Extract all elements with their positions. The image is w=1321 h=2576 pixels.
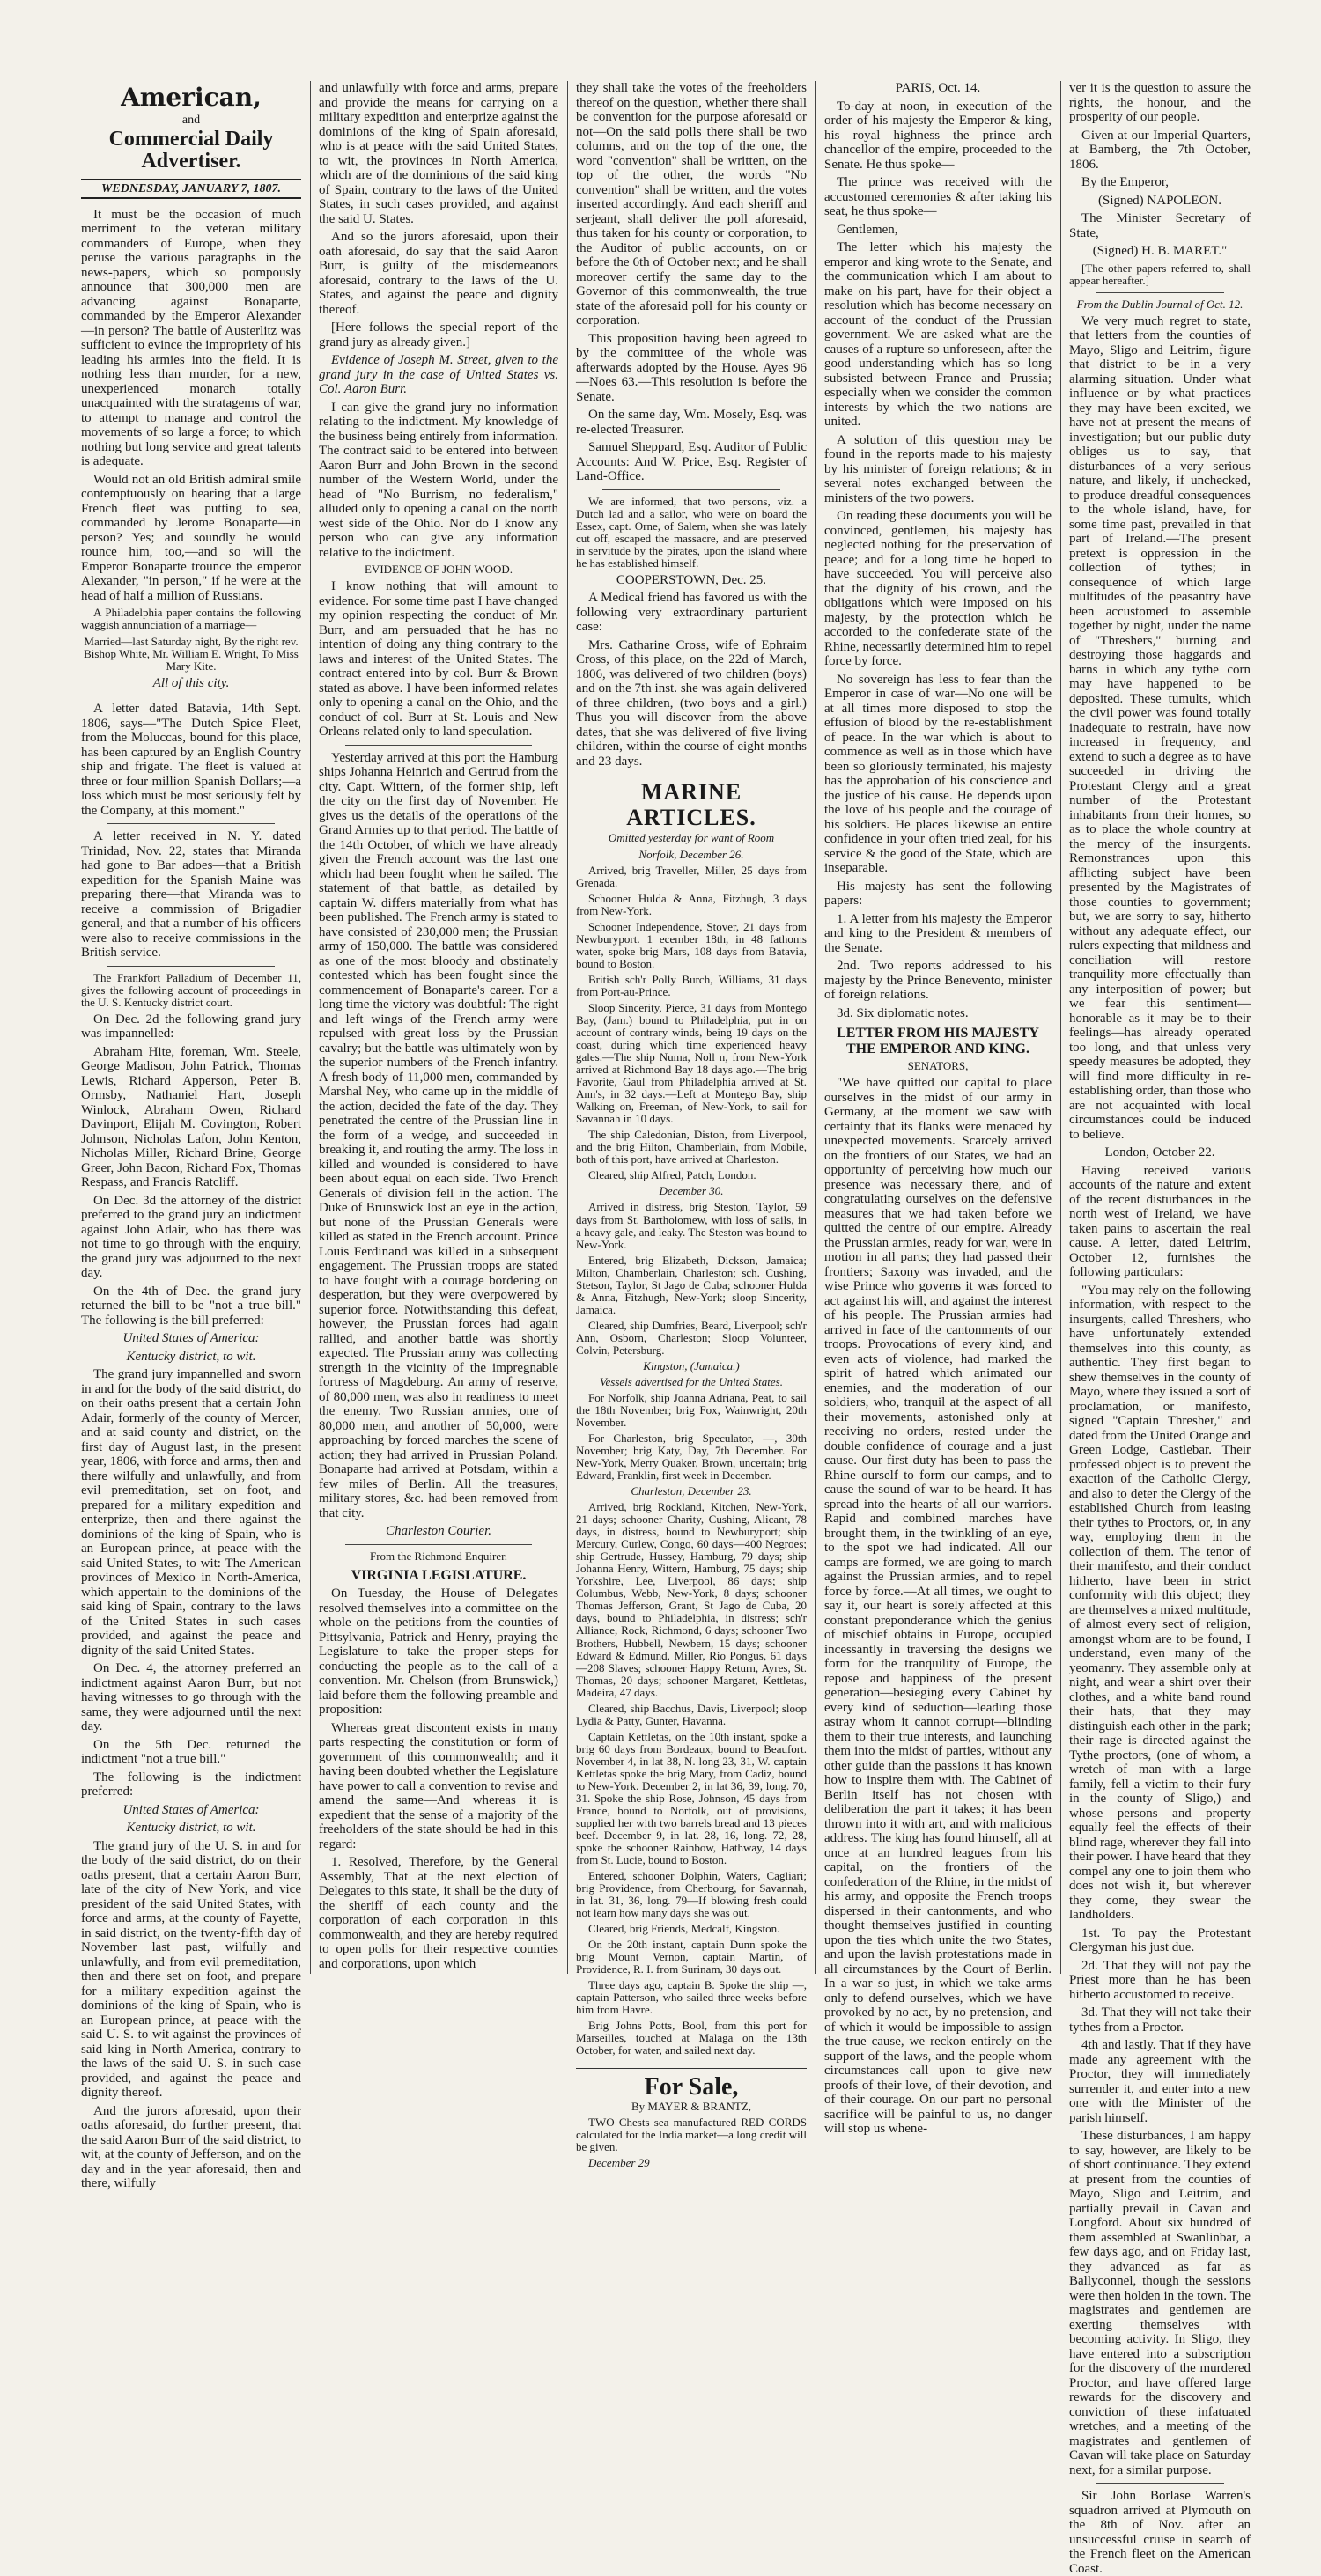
article-dateline: PARIS, Oct. 14. [895, 81, 981, 95]
marine-dateline: December 30. [659, 1184, 724, 1198]
article-credit: Charleston Courier. [385, 1524, 491, 1539]
column-rule [1060, 81, 1061, 1974]
article-paragraph: And the jurors aforesaid, upon their oaths aforesaid, do further present, that the said Aaron Burr of the said district, to wit, at the county of Jefferson, and on the day and in the year aforesaid, then and there, wilfully [81, 2103, 301, 2191]
article-headline: LETTER FROM HIS MAJESTY THE EMPEROR AND KING. [837, 1026, 1039, 1056]
article-paragraph: And so the jurors aforesaid, upon their oath aforesaid, do say that the said Aaron Burr, is guilty of the misdemeanors aforesaid, contrary to the laws of the U. States, and against the peace and dignity thereof. [319, 230, 558, 317]
article-paragraph: On the 4th of Dec. the grand jury returned the bill to be "not a true bill." The following is the bill preferred: [81, 1284, 301, 1328]
salutation: SENATORS, [907, 1059, 969, 1073]
article-paragraph: 1st. To pay the Protestant Clergyman his just due. [1069, 1925, 1251, 1955]
column-5 [1069, 81, 1251, 2576]
article-paragraph: Samuel Sheppard, Esq. Auditor of Public Accounts: And W. Price, Esq. Register of Land-Office. [576, 440, 807, 483]
article-paragraph: A letter dated Batavia, 14th Sept. 1806, says—"The Dutch Spice Fleet, from the Moluccas, bound for this place, has been captured by an English Country ship and frigate. The fleet is valued at three or four million Spanish Dollars;—a loss which must be most seriously felt by the Company, at this moment." [81, 702, 301, 818]
column-2 [319, 81, 558, 1974]
marine-item: Cleared, ship Dumfries, Beard, Liverpool; sch'r Ann, Osborn, Charleston; Sloop Volunteer, Colvin, Petersburg. [576, 1318, 807, 1357]
marine-item: Cleared, ship Bacchus, Davis, Liverpool; sloop Lydia & Patty, Gunter, Havanna. [576, 1701, 807, 1727]
article-paragraph: Gentlemen, [837, 222, 898, 237]
marine-item: For Charleston, brig Speculator, —, 30th November; brig Katy, Day, 7th December. For New-York, Merry Quaker, Brown, uncertain; brig Edward, Franklin, first week in December. [576, 1432, 807, 1483]
article-paragraph: Abraham Hite, foreman, Wm. Steele, George Madison, John Patrick, Thomas Lewis, Richard Apperson, Peter B. Ormsby, Nathaniel Hart, Joseph Winlock, Abraham Owen, Richard Davinport, Elijah M. Covington, Robert Johnson, Nicholas Lafon, John Kenton, Nicholas Miller, Richard Brine, George Greer, John Bacon, Richard Fox, Thomas Respass, and Francis Ratcliff. [81, 1044, 301, 1190]
article-paragraph: they shall take the votes of the freeholders thereof on the question, whether there shall be convention for the purpose aforesaid or not—On the said polls there shall be two columns, and on the top of the one, the word "convention" shall be written, on the top of the other, the words "No convention" shall be written, and the votes inserted accordingly. And each sheriff and serjeant, shall deliver the poll aforesaid, thus taken for his county or corporation, to the Auditor of public accounts, on or before the 6th of October next; and he shall moreover certify the same day to the Governor of this commonwealth, the true state of the aforesaid poll for his county or corporation. [576, 81, 807, 328]
article-paragraph: We are informed, that two persons, viz. a Dutch lad and a sailor, who were on board the Essex, capt. Orne, of Salem, when she was lately cut off, escaped the massacre, and are preserved in servitude by the pirates, upon the island where he has established himself. [576, 494, 807, 570]
article-paragraph: The Frankfort Palladium of December 11, gives the following account of proceedings in the U. S. Kentucky district court. [81, 970, 301, 1009]
article-paragraph: "You may rely on the following information, with respect to the insurgents, called Threshers, who have unfortunately extended themselves into this county, as authentic. They first began to shew themselves in the county of Mayo, where they issued a sort of proclamation, or manifesto, signed "Captain Thresher," and dated from the United Orange and Green Lodge, Castlebar. Their professed object is to prevent the exaction of the Catholic Clergy, and also to deter the Clergy of the established Church from leasing their tythes to Proctors, or, in any way, employing them in the collection of them. The tenor of their manifesto, and their conduct hitherto, have been in strict conformity with this object; they are themselves a mixed multitude, of almost every sect of religion, amongst whom are to be found, I understand, even many of the yeomanry. They assemble only at night, and wear a shirt over their clothes, and a white band round their hats, that they may distinguish each other in the park; their rage is directed against the Tythe proctors, (one of whom, a wretch of man with a large family, fell a victim to their fury in the county of Sligo,) and whose persons and property equally feel the effects of their blind rage, wherever they fall into their power. I have heard that they compel any one to join them who does not wish it, but wherever they come, they swear the landholders. [1069, 1283, 1251, 1923]
divider [1096, 292, 1224, 293]
article-paragraph: A letter received in N. Y. dated Trinidad, Nov. 22, states that Miranda had gone to Bar adoes—that a British expedition for the Spanish Maine was preparing there—that Miranda was to receive a commission of Brigadier general, and that a number of his officers were also to receive commissions in the British service. [81, 829, 301, 960]
article-paragraph: His majesty has sent the following papers: [824, 879, 1052, 908]
divider [107, 823, 275, 824]
newspaper-page [81, 81, 1251, 2576]
marine-item: Schooner Independence, Stover, 21 days from Newburyport. 1 ecember 18th, in 48 fathoms water, spoke brig Mars, 108 days from Batavia, bound to Boston. [576, 919, 807, 970]
marine-articles-headline: MARINE ARTICLES. [576, 776, 807, 830]
article-paragraph: On Dec. 2d the following grand jury was impannelled: [81, 1012, 301, 1041]
marine-item: On the 20th instant, captain Dunn spoke the brig Mount Vernon, captain Martin, of Providence, R. I. from Surinam, 30 days out. [576, 1938, 807, 1976]
article-paragraph: On Dec. 4, the attorney preferred an indictment against Aaron Burr, but not having witnesses to go through with the same, they were adjourned until the next day. [81, 1661, 301, 1734]
article-paragraph: On the same day, Wm. Mosely, Esq. was re-elected Treasurer. [576, 408, 807, 437]
article-paragraph: Yesterday arrived at this port the Hamburg ships Johanna Heinrich and Gertrud from the city. Capt. Wittern, of the former ship, left the city on the first day of November. He gives us the details of the operations of the Grand Armies up to that period. The battle of the 14th October, of which we have already given the French account was the last one which had been fought when he sailed. The statement of that battle, as detailed by captain W. differs materially from what has been published. The French army is stated to have consisted of 230,000 men; the Prussian army of 150,000. The battle was considered as one of the most bloody and obstinately contested which has been fought since the commencement of Bonaparte's career. For a long time the victory was doubtful: The right and left wings of the French army were repulsed with great loss by the Prussian cavalry; but the battle was ultimately won by the superior numbers of the French infantry. A fresh body of 11,000 men, commanded by Marshal Ney, who came up in the middle of the action, decided the fate of the day. They penetrated the centre of the Prussian line in the form of a wedge, and succeeded in breaking it, and routing the army. The loss in killed and wounded is considered to have been about equal on each side. Two French Generals of division fell in the action. The Duke of Brunswick lost an eye in the action, but none of the Prussian Generals were killed as stated in the French account. Prince Louis Ferdinand was killed in a subsequent engagement. The Prussian troops are stated to have fought with a courage bordering on desperation, but they were overpowered by superior force. Notwithstanding this defeat, however, the Prussian forces had again rallied, and another battle was shortly expected. The Prussian army was collecting strength in the vicinity of the impregnable fortress of Magdeburg. An army of reserve, of 80,000 men, was also in readiness to meet the enemy. Two Russian armies, one of 80,000 men, and another of 50,000, were approaching by forced marches the scene of action; they had arrived in Prussian Poland. Bonaparte had arrived at Potsdam, within a few miles of Berlin. All the treasures, military stores, &c. had been removed from that city. [319, 750, 558, 1520]
article-paragraph: I can give the grand jury no information relating to the indictment. My knowledge of the business being entirely from information. The contract said to be entered into between Aaron Burr and John Brown in the second number of the Western World, under the head of "No Burrism, no federalism," alluded only to opening a canal on the north west side of the Ohio. Nor do I know any person who can give any information relative to the indictment. [319, 400, 558, 560]
marine-item: The ship Caledonian, Diston, from Liverpool, and the brig Hilton, Chamberlain, from Mobile, both of this port, have arrived at Charleston. [576, 1128, 807, 1167]
article-paragraph: I know nothing that will amount to evidence. For some time past I have changed my opinion respecting the conduct of Mr. Burr, and am persuaded that he has no intention of doing any thing contrary to the laws and interest of the United States. The contract entered into by col. Burr & Brown stated as above. I have been informed relates only to opening a canal on the Ohio, and the conduct of col. Burr at St. Louis and New Orleans related only to land speculation. [319, 579, 558, 740]
article-paragraph: No sovereign has less to fear than the Emperor in case of war—No one will be at all times more disposed to stop the effusion of blood by the re-establishment of peace. In the war which is about to commence as well as in those which have been so gloriously terminated, his majesty has the approbation of his conscience and the justice of his cause. He depends upon the love of his people and the courage of his soldiers. He places likewise an entire confidence in your often tried zeal, for his service & the good of the State, which are inseparable. [824, 672, 1052, 875]
article-paragraph: The Minister Secretary of State, [1069, 211, 1251, 240]
marine-item: Cleared, ship Alfred, Patch, London. [588, 1168, 756, 1182]
marine-item: Entered, schooner Dolphin, Waters, Cagliari; brig Providence, from Cherbourg, for Savannah, in lat. 31, 36, long. 79—If blowing fresh could not learn how many days she was out. [576, 1869, 807, 1920]
article-paragraph: On reading these documents you will be convinced, gentlemen, his majesty has neglected nothing for the preservation of peace; and for a long time he hoped to have succeeded. You will perceive also that the dignity of his crown, and the obligations which were imposed on his majesty, by the protection which he accorded to the confederate state of the Rhine, necessarily determined him to repel force by force. [824, 509, 1052, 668]
marine-dateline: Norfolk, December 26. [638, 847, 744, 861]
divider [345, 1544, 532, 1545]
marine-item: British sch'r Polly Burch, Williams, 31 days from Port-au-Prince. [576, 972, 807, 998]
masthead-subtitle: Commercial Daily Advertiser. [108, 128, 274, 173]
marine-dateline: Charleston, December 23. [631, 1484, 752, 1498]
article-paragraph: 3d. That they will not take their tythes from a Proctor. [1069, 2006, 1251, 2035]
advertiser-name: By MAYER & BRANTZ, [631, 2100, 752, 2114]
article-paragraph: Mrs. Catharine Cross, wife of Ephraim Cross, of this place, on the 22d of March, 1806, was delivered of two children (boys) and on the 7th inst. she was again delivered of three children, (two boys and a girl.) Thus you will discover from the above dates, that she was delivered of five living children, within the course of eight months and 23 days. [576, 637, 807, 769]
dateline: WEDNESDAY, JANUARY 7, 1807. [81, 179, 301, 199]
article-paragraph: Having received various accounts of the nature and extent of the recent disturbances in the north west of Ireland, we have taken pains to ascertain the real cause. A letter, dated Leitrim, October 12, furnishes the following particulars: [1069, 1163, 1251, 1280]
column-1 [81, 81, 301, 2191]
article-paragraph: 1. Resolved, Therefore, by the General Assembly, That at the next election of Delegates to this state, it shall be the duty of the sheriff of each county and the corporation of each corporation in this commonwealth, and they are hereby required to open polls for their respective counties and corporations, upon which [319, 1855, 558, 1971]
marine-item: Cleared, brig Friends, Medcalf, Kingston. [588, 1922, 780, 1936]
signature-line: (Signed) H. B. MARET." [1092, 244, 1228, 258]
article-subhead: Kentucky district, to wit. [126, 1349, 256, 1364]
column-3 [576, 81, 807, 2170]
masthead-and: and [181, 113, 201, 127]
article-subhead: Kentucky district, to wit. [126, 1821, 256, 1836]
marine-item: Arrived, brig Traveller, Miller, 25 days from Grenada. [576, 863, 807, 889]
marine-item: Arrived, brig Rockland, Kitchen, New-York, 21 days; schooner Charity, Cushing, Alicant, 78 days, in distress, bound to Newburyport; ship Mercury, Curlew, Congo, 60 days—400 Negroes; ship Gertrude, Hussey, Hamburg, 79 days; ship Johanna Henry, Wittern, Hamburg, 75 days; ship Yorkshire, Lee, Liverpool, 86 days; ship Columbus, Webb, New-York, 8 days; schooner Thomas Jefferson, Grant, St Jago de Cuba, 20 days, bound to Philadelphia, in distress; sch'r Alliance, Rock, Richmond, 6 days; schooner Two Brothers, Hubbell, Newbern, 15 days; schooner Edward & Edmund, Miller, Rio Pongus, 61 days—208 Slaves; schooner Happy Return, Ayres, St. Thomas, 20 days; schooner Margaret, Kettletas, Madeira, 47 days. [576, 1500, 807, 1699]
marine-item: Arrived in distress, brig Steston, Taylor, 59 days from St. Bartholomew, with loss of sails, in a heavy gale, and leaky. The Steston was bound to New-York. [576, 1200, 807, 1251]
advertisement-text: TWO Chests sea manufactured RED CORDS calculated for the India market—a long credit will be given. [576, 2116, 807, 2154]
article-dateline: London, October 22. [1104, 1145, 1215, 1160]
article-paragraph: 3d. Six diplomatic notes. [837, 1005, 969, 1020]
divider [107, 966, 275, 967]
article-paragraph: Given at our Imperial Quarters, at Bamberg, the 7th October, 1806. [1069, 128, 1251, 172]
article-paragraph: A solution of this question may be found in the reports made to his majesty by his minister of foreign relations; & in several notes exchanged between the ministers of the two powers. [824, 432, 1052, 505]
article-paragraph: 2nd. Two reports addressed to his majesty by the Prince Benevento, minister of foreign relations. [824, 959, 1052, 1002]
article-paragraph: These disturbances, I am happy to say, however, are likely to be of short continuance. They extend at present from the counties of Mayo, Sligo and Leitrim, and partially prevail in Cavan and Longford. About six hundred of them assembled at Swanlinbar, a few days ago, and on Friday last, they advanced as far as Ballyconnel, though the sessions were then holden in the town. The magistrates and gentlemen are exerting themselves with becoming activity. In Sligo, they have entered into a subscription for the discovery of the murdered Proctor, and have offered large rewards for the discovery and conviction of these infatuated wretches, and a meeting of the magistrates and gentlemen of Cavan will take place on Saturday next, for a similar purpose. [1069, 2129, 1251, 2477]
marine-item: Three days ago, captain B. Spoke the ship —, captain Patterson, who sailed three weeks before him from Havre. [576, 1978, 807, 2017]
article-paragraph: 2d. That they will not pay the Priest more than he has been hitherto accustomed to receive. [1069, 1958, 1251, 2002]
article-paragraph: It must be the occasion of much merriment to the veteran military commanders of Europe, when they peruse the various paragraphs in the news-papers, which so pompously announce that 300,000 men are advancing against Bonaparte, commanded by the Emperor Alexander—in person? The battle of Austerlitz was sufficient to evince the impropriety of his leading his armies into the field. It is nothing less than murder, for a new, unexperienced monarch totally unacquainted with the stratagems of war, to attempt to manage and control the movements of so large a force; to which nothing but long service and great talents is adequate. [81, 207, 301, 469]
marine-item: For Norfolk, ship Joanna Adriana, Peat, to sail the 18th November; brig Fox, Wainwright, 20th November. [576, 1390, 807, 1429]
article-paragraph: We very much regret to state, that letters from the counties of Mayo, Sligo and Leitrim, figure that district to be in a very alarming situation. Under what influence or by what practices they may have been excited, we have not at present the means of investigation; but our public duty obliges us to say, that disturbances of a very serious nature, and likely, if unchecked, to produce dreadful consequences to the whole island, have, for some time past, prevailed in that part of Ireland.—The present pretext is oppression in the collection of tythes; in consequence of which large multitudes of the peasantry have been accustomed to assemble together by night, under the name of "Threshers," burning and destroying those haggards and barns in which any tythe corn may have happened to be deposited. These tumults, which the civil power was found totally inadequate to restrain, have now increased in frequency, and extend to such a degree as to have succeeded in driving the Protestant Clergy and a great number of the Protestant inhabitants from their homes, so as to place the whole country at the mercy of the insurgents. Remonstrances upon this afflicting subject have been presented by the Magistrates of those counties to government; but, we are sorry to say, hitherto without any adequate effect, our rulers expecting that mildness and conciliation will restore tranquility more effectually than any interposition of power; but we fear this sentiment—honorable as it may be to their feelings—has already operated too long, and that unless very speedy measures be adopted, they will find more difficulty in re-establishing order, than those who are not acquainted with local circumstances could be induced to believe. [1069, 313, 1251, 1142]
article-paragraph: "We have quitted our capital to place ourselves in the midst of our army in Germany, at the moment we saw with certainty that its flanks were menaced by unexpected movements. Scarcely arrived on the frontiers of our States, we had an opportunity of perceiving how much our presence was necessary there, and of congratulating ourselves on the defensive measures that we had taken before we quitted the centre of our empire. Already the Prussian armies, ready for war, were in motion in all parts; they had passed their frontiers; Saxony was invaded, and the wise Prince who governs it was forced to act against his will, and against the interest of his people. The Prussian armies had arrived in face of the cantonments of our troops. Provocations of every kind, and even acts of violence, had marked the spirit of hatred which animated our enemies, and the moderation of our soldiers, who, tranquil at the aspect of all their movements, astonished only at receiving no orders, rested under the double confidence of courage and a just cause. Our first duty has been to pass the Rhine ourself to form our camps, and to cause the sound of war to be heard. It has spread into the hearts of all our warriors. Rapid and combined marches have brought them, in the twinkling of an eye, to the spot we had indicated. All our camps are formed, we are going to march against the Prussian armies, and to repel force by force.—At all times, we ought to say it, our heart is sorely affected at this constant preponderance which the genius of mischief obtains in Europe, occupied incessantly in traversing the designs we form for the tranquility of Europe, the repose and happiness of the present generation—besieging every Cabinet by every kind of seduction—leading those astray whom it cannot corrupt—blinding them to their true interests, and launching them into the midst of parties, without any other guide than the passions it has known how to inspire them with. The Cabinet of Berlin itself has not chosen with deliberation the part it takes; it has been thrown into it with art, and with malicious address. The king has found himself, all at once at an hundred leagues from his capital, on the frontiers of the confederation of the Rhine, in the midst of his army, and opposite the French troops dispersed in their cantonments, and who thought themselves justified in counting upon the ties which unite the two States, and upon the lavish protestations made in all circumstances by the Court of Berlin. In a war so just, in which we take arms only to defend ourselves, which we have provoked by no act, by no pretension, and of which it would be impossible to assign the true cause, we reckon entirely on the support of the laws, and the people whom circumstances call upon to give new proofs of their love, of their devotion, and of their courage. On our part no personal sacrifice will be painful to us, no danger will stop us whene- [824, 1076, 1052, 2137]
article-paragraph: [Here follows the special report of the grand jury as already given.] [319, 320, 558, 350]
article-subhead: Evidence of Joseph M. Street, given to the grand jury in the case of United States vs. Col. Aaron Burr. [319, 353, 558, 396]
article-paragraph: and unlawfully with force and arms, prepare and provide the means for carrying on a military expedition and enterprize against the dominions of the king of Spain aforesaid, who is at peace with the said United States, to wit, the provinces in North America, which are of the dominions of the said king of Spain, contrary to the laws of the United States, in such cases provided, and against the said U. States. [319, 81, 558, 226]
article-dateline: COOPERSTOWN, Dec. 25. [616, 572, 767, 587]
article-paragraph: A Philadelphia paper contains the following waggish annunciation of a marriage— [81, 606, 301, 632]
divider [1096, 2483, 1224, 2484]
marine-subhead: Vessels advertised for the United States. [600, 1374, 783, 1388]
article-subhead: EVIDENCE OF JOHN WOOD. [364, 563, 513, 576]
article-paragraph: The grand jury of the U. S. in and for the body of the said district, do on their oaths present, that a certain Aaron Burr, late of the city of New York, and vice president of the said United States, with force and arms, at the county of Fayette, in said district, on the twenty-fifth day of November last past, wilfully and unlawfully, and from evil premeditation, then and there set on foot, and prepare for a military expedition against the dominions of the king of Spain, who is an European prince, at peace with the said U. S. to wit against the provinces of said king in North America, contrary to the laws of the said U. S. in such case provided, and against the peace and dignity thereof. [81, 1838, 301, 2101]
divider [345, 745, 532, 746]
masthead-title: American, [121, 83, 262, 112]
marriage-notice: Married—last Saturday night, By the right rev. Bishop White, Mr. William E. Wright, To Miss Mary Kite. [84, 634, 299, 673]
marine-item: Schooner Hulda & Anna, Fitzhugh, 3 days from New-York. [576, 891, 807, 917]
marine-item: Entered, brig Elizabeth, Dickson, Jamaica; Milton, Chamberlain, Charleston; sch. Cushing, Stetson, Taylor, St Jago de Cuba; schooner Hulda & Anna, Fitzhugh, New-York; sloop Sincerity, Jamaica. [576, 1253, 807, 1316]
column-4 [824, 81, 1052, 2137]
article-subhead: United States of America: [122, 1802, 260, 1817]
article-paragraph: The prince was received with the accustomed ceremonies & after taking his seat, he thus spoke— [824, 175, 1052, 218]
article-paragraph: By the Emperor, [1081, 175, 1169, 189]
marine-item: Sloop Sincerity, Pierce, 31 days from Montego Bay, (Jam.) bound to Philadelphia, put in on account of contrary winds, being 19 days on the coast, during which time experienced heavy gales.—The ship Numa, Noll n, from New-York arrived at Richmond Bay 18 days ago.—The brig Favorite, Gaul from Philadelphia arrived at St. Ann's, in 32 days.—Left at Montego Bay, ship Walking on, Freeman, of New-York, to sail for Savannah in 10 days. [576, 1001, 807, 1126]
article-paragraph: A Medical friend has favored us with the following very extraordinary parturient case: [576, 591, 807, 635]
article-paragraph: On the 5th Dec. returned the indictment "not a true bill." [81, 1737, 301, 1767]
article-subhead: United States of America: [122, 1331, 260, 1346]
article-paragraph: The grand jury impannelled and sworn in and for the body of the said district, do on their oaths present that a certain John Adair, formerly of the county of Mercer, and at said county and district, on the first day of August last, in the present year, 1806, with force and arms, then and there wilfully and unlawfully, and from evil premeditation, set on foot, and prepared for a military expedition and enterprize, then and there against the dominions of the king of Spain, who is an European prince, at peace with the said United States, to wit: The American provinces of Mexico in North-America, which appertain to the dominions of the said king of Spain, contrary to the laws of the United States in such cases provided, and against the peace and dignity of the said United States. [81, 1367, 301, 1658]
column-rule [567, 81, 568, 1974]
divider [602, 489, 780, 490]
article-paragraph: On Tuesday, the House of Delegates resolved themselves into a committee on the whole on the petitions from the counties of Pittsylvania, Patrick and Henry, praying the Legislature to take the proper steps for conducting the people as to the call of a convention. Mr. Chelson (from Brunswick,) laid before them the following preamble and proposition: [319, 1586, 558, 1718]
column-rule [815, 81, 816, 1974]
article-source: From the Richmond Enquirer. [370, 1549, 507, 1563]
article-paragraph: This proposition having been agreed to by the committee of the whole was afterwards adopted by the House. Ayes 96 —Noes 63.—This resolution is before the Senate. [576, 331, 807, 404]
article-paragraph: 1. A letter from his majesty the Emperor and king to the President & members of the Senate. [824, 911, 1052, 955]
article-source: From the Dublin Journal of Oct. 12. [1076, 297, 1244, 311]
marine-subhead: Omitted yesterday for want of Room [608, 831, 775, 845]
article-paragraph: On Dec. 3d the attorney of the district preferred to the grand jury an indictment against John Adair, who has there was not time to go through with the enquiry, the grand jury was adjourned to the next day. [81, 1193, 301, 1281]
article-headline: VIRGINIA LEGISLATURE. [351, 1567, 527, 1583]
signature-line: (Signed) NAPOLEON. [1098, 193, 1221, 208]
advertisement-date: December 29 [588, 2156, 650, 2170]
article-paragraph: Sir John Borlase Warren's squadron arrived at Plymouth on the 8th of Nov. after an unsuccessful cruise in search of the French fleet on the American Coast. [1069, 2489, 1251, 2576]
marine-dateline: Kingston, (Jamaica.) [643, 1358, 740, 1373]
article-paragraph: All of this city. [152, 675, 230, 690]
article-paragraph: 4th and lastly. That if they have made any agreement with the Proctor, they will immediately surrender it, and enter into a new one with the Minister of the parish himself. [1069, 2038, 1251, 2125]
article-paragraph: The letter which his majesty the emperor and king wrote to the Senate, and the communication which I am about to make on his part, have for their object a resolution which has become necessary on account of the conduct of the Prussian government. We are asked what are the causes of a rupture so unforeseen, after the good understanding which has so long subsisted between France and Prussia; especially when we consider the common interests by which the two nations are united. [824, 240, 1052, 429]
article-paragraph: Would not an old British admiral smile contemptuously on hearing that a large French fleet was putting to sea, commanded by Jerome Bonaparte—in person? Yes; and soundly he would rounce him, too,—and so will the Emperor Bonaparte trounce the emperor Alexander, "in person," if he were at the head of half a million of Russians. [81, 472, 301, 603]
article-paragraph: Whereas great discontent exists in many parts respecting the constitution or form of government of this commonwealth; and it having been doubted whether the Legislature have power to call a convention to revise and amend the same—And whereas it is expedient that the sense of a majority of the freeholders of the state should be had in this regard: [319, 1720, 558, 1851]
editor-note: [The other papers referred to, shall appear hereafter.] [1069, 261, 1251, 287]
article-paragraph: To-day at noon, in execution of the order of his majesty the Emperor & king, his royal highness the prince arch chancellor of the empire, proceeded to the Senate. He thus spoke— [824, 99, 1052, 172]
for-sale-headline: For Sale, [576, 2068, 807, 2101]
marine-item: Captain Kettletas, on the 10th instant, spoke a brig 60 days from Bordeaux, bound to Beaufort. November 4, in lat 38, N. long 23, 31, W. captain Kettletas spoke the brig Mary, from Cadiz, bound to New-York. December 2, in lat 36, 39, long. 70, 31. Spoke the ship Rose, Johnson, 45 days from France, bound to Norfolk, out of provisions, supplied her with two barrels bread and 13 pieces beef. December 9, in lat. 28, 16, long. 72, 28, spoke the schooner Rainbow, Hathway, 14 days from St. Lucie, bound to Boston. [576, 1729, 807, 1867]
marine-item: Brig Johns Potts, Bool, from this port for Marseilles, touched at Malaga on the 13th October, for water, and sailed next day. [576, 2019, 807, 2057]
column-rule [310, 81, 311, 1974]
article-paragraph: ver it is the question to assure the rights, the honour, and the prosperity of our people. [1069, 81, 1251, 124]
article-paragraph: The following is the indictment preferred: [81, 1770, 301, 1800]
